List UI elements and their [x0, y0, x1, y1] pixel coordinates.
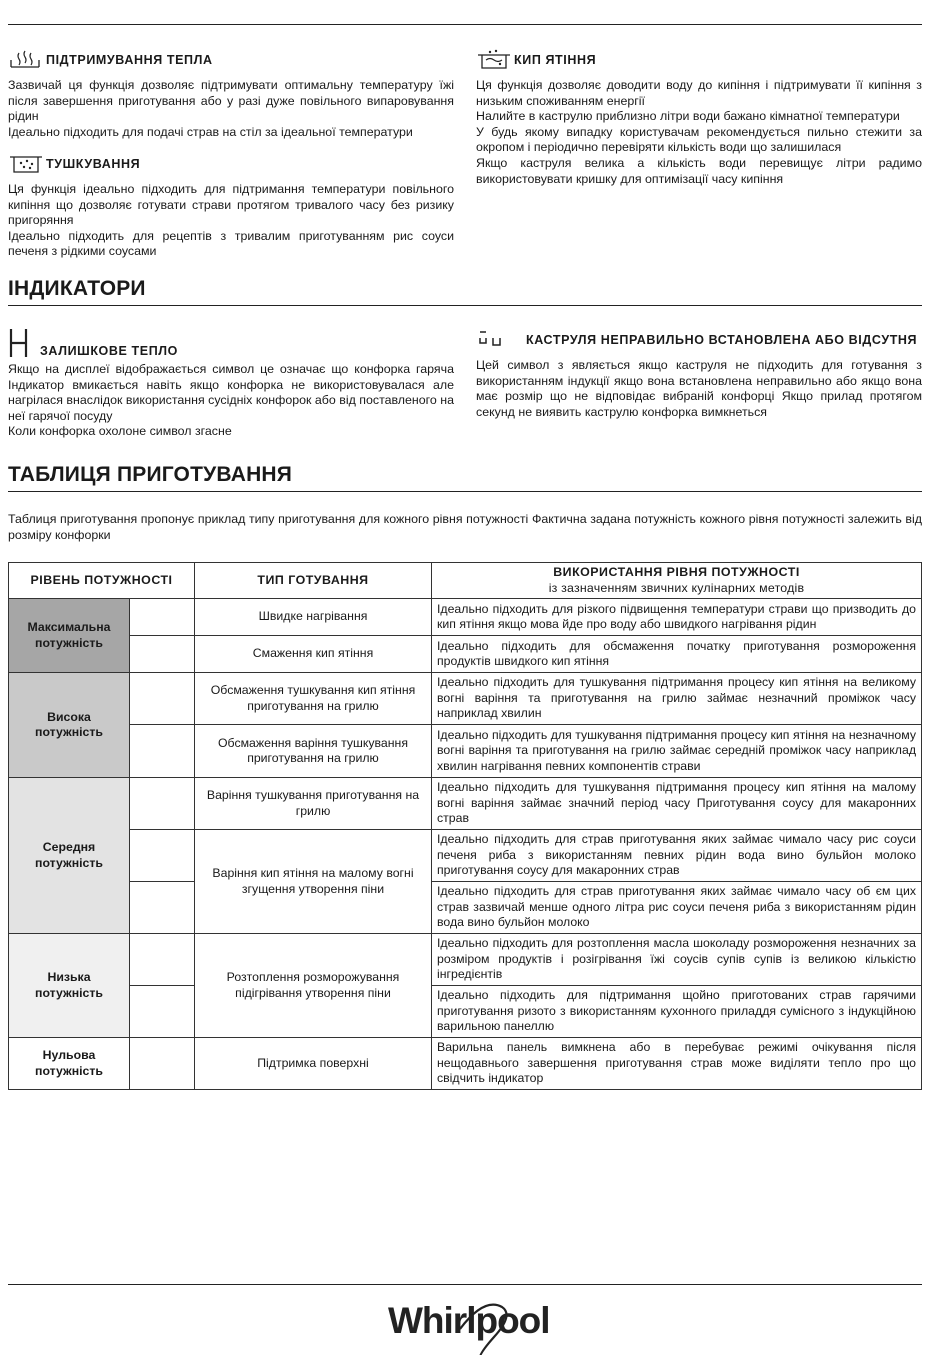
level-setting-cell [130, 1038, 195, 1090]
power-use: Ідеально підходить для розтоплення масла шоколаду розмороження незначних за розміром продуктів і розігрівання їжі соусів супів супів із великою кількістю інгредієнтів [432, 934, 922, 986]
pot-missing-title: КАСТРУЛЯ НЕПРАВИЛЬНО ВСТАНОВЛЕНА АБО ВІДСУТНЯ [526, 333, 918, 347]
keep-warm-section [8, 48, 454, 140]
power-use: Ідеально підходить для тушкування підтримання процесу кип ятіння на великому вогні варіння та приготування на грилю займає незначний проміжок часу наприклад хвилин [432, 673, 922, 725]
pot-detection-icon [476, 329, 526, 351]
residual-heat-section [8, 326, 454, 440]
pot-missing-line: Цей символ з являється якщо каструля не підходить для готування з використанням індукції якщо вона встановлена неправильно або якщо вона має розмір що не відповідає вибраній конфорці Якщо прилад протягом секунд не виявить каструлю конфорка вимкнеться [476, 358, 922, 419]
table-row [9, 673, 922, 725]
level-setting-cell [130, 882, 195, 934]
level-setting-cell [130, 830, 195, 882]
level-setting-cell [130, 673, 195, 725]
level-setting-cell [130, 599, 195, 636]
cooking-type: Варіння тушкування приготування на грилю [195, 778, 432, 830]
keep-warm-line: Ідеально підходить для подачі страв на стіл за ідеальної температури [8, 124, 413, 139]
residual-heat-title: ЗАЛИШКОВЕ ТЕПЛО [40, 344, 178, 358]
stewing-text [8, 182, 454, 260]
power-use: Ідеально підходить для тушкування підтримання процесу кип ятіння на незначному вогні варіння та приготування на грилю займає середній проміжок часу наприклад хвилин нагрівання певних компонентів страви [432, 725, 922, 778]
table-row [9, 1038, 922, 1090]
keep-warm-icon [8, 49, 46, 71]
residual-heat-line: Якщо на дисплеї відображається символ це означає що конфорка гаряча Індикатор вмикається навіть якщо конфорка не використовувалася але нагрілася внаслідок використання сусідніх конфорок або від поставленого на неї гарячої посуду [8, 362, 454, 423]
indicators-heading: ІНДИКАТОРИ [8, 277, 146, 300]
header-type: ТИП ГОТУВАННЯ [195, 563, 432, 599]
boiling-title: КИП ЯТІННЯ [514, 53, 597, 67]
header-level: РІВЕНЬ ПОТУЖНОСТІ [9, 563, 195, 599]
boiling-section [476, 48, 922, 187]
cooking-table-heading: ТАБЛИЦЯ ПРИГОТУВАННЯ [8, 463, 293, 486]
cooking-table-intro: Таблиця приготування пропонує приклад типу приготування для кожного рівня потужності Фактична задана потужність кожного рівня потужності залежить від розміру конфорки [8, 512, 922, 542]
top-rule [8, 24, 922, 25]
header-use-title: ВИКОРИСТАННЯ РІВНЯ ПОТУЖНОСТІ [553, 565, 800, 579]
cooking-type: Обсмаження тушкування кип ятіння приготування на грилю [195, 673, 432, 725]
level-zero: Нульова потужність [9, 1038, 130, 1090]
logo-wordmark: Whirlpool [388, 1300, 548, 1341]
cooking-type: Варіння кип ятіння на малому вогні згущення утворення піни [195, 830, 432, 934]
power-use: Ідеально підходить для страв приготування яких займає чимало часу рис соуси печеня риба з використанням певних рідин вода вино бульйон молоко приготування соусу для макаронних страв [432, 830, 922, 882]
cooking-type: Підтримка поверхні [195, 1038, 432, 1090]
boiling-line: Якщо каструля велика а кількість води перевищує літри радимо використовувати кришку для оптимізації часу кипіння [476, 155, 922, 186]
cooking-type: Розтоплення розморожування підігрівання утворення піни [195, 934, 432, 1038]
stewing-line: Ця функція ідеально підходить для підтримання температури повільного кипіння що дозволяє готувати страви протягом тривалого часу без ризику пригоряння [8, 182, 454, 228]
level-low: Низька потужність [9, 934, 130, 1038]
pot-missing-section [476, 328, 922, 420]
level-setting-cell [130, 725, 195, 778]
cooking-type: Швидке нагрівання [195, 599, 432, 636]
stewing-title: ТУШКУВАННЯ [46, 157, 141, 171]
table-row [9, 830, 922, 882]
boiling-text [476, 78, 922, 187]
power-use: Ідеально підходить для тушкування підтримання процесу кип ятіння на малому вогні варіння займає значний період часу Приготування соусу для макаронних страв [432, 778, 922, 830]
keep-warm-text [8, 78, 454, 140]
stewing-section [8, 152, 454, 260]
indicators-rule [8, 305, 922, 306]
table-row [9, 934, 922, 986]
keep-warm-title: ПІДТРИМУВАННЯ ТЕПЛА [46, 53, 213, 67]
whirlpool-logo [388, 1295, 548, 1355]
power-use: Ідеально підходить для страв приготування яких займає чимало часу об єм цих страв зазвичай менше одного літра рис соуси печеня риба з використанням рідин вода вино бульйон молоко [432, 882, 922, 934]
cooking-type: Смаження кип ятіння [195, 636, 432, 673]
boiling-pot-icon [476, 49, 514, 71]
power-use: Ідеально підходить для обсмаження початку приготування розмороження продуктів швидкого кип ятіння [432, 636, 922, 673]
boiling-line: Налийте в каструлю приблизно літри води бажано кімнатної температури [476, 109, 900, 124]
level-setting-cell [130, 934, 195, 986]
level-max: Максимальна потужність [9, 599, 130, 673]
boiling-line: Ця функція дозволяє доводити воду до кипіння і підтримувати її кипіння з низьким споживанням енергії [476, 78, 922, 108]
table-row [9, 778, 922, 830]
cooking-table-rule [8, 491, 922, 492]
level-setting-cell [130, 986, 195, 1038]
table-row [9, 599, 922, 636]
table-header-row [9, 563, 922, 599]
header-use [432, 563, 922, 599]
residual-heat-h-icon [8, 327, 40, 359]
cooking-type: Обсмаження варіння тушкування приготування на грилю [195, 725, 432, 778]
keep-warm-line: Зазвичай ця функція дозволяє підтримувати оптимальну температуру їжі після завершення приготування або у разі дуже повільного випаровування рідин [8, 78, 454, 124]
pot-missing-text [476, 358, 922, 420]
residual-heat-line: Коли конфорка охолоне символ згасне [8, 424, 232, 439]
table-row [9, 636, 922, 673]
header-use-subtitle: із зазначенням звичних кулінарних методів [548, 580, 805, 595]
stewing-pot-icon [8, 153, 46, 175]
table-row [9, 882, 922, 934]
table-row [9, 986, 922, 1038]
level-setting-cell [130, 778, 195, 830]
power-use: Ідеально підходить для різкого підвищення температури страви що призводить до кип ятіння якщо мова йде про воду або швидкого нагрівання рідин [432, 599, 922, 636]
boiling-line: У будь якому випадку користувачам рекомендується пильно стежити за окропом і періодично перевіряти кількість води що залишилася [476, 124, 922, 155]
power-use: Варильна панель вимкнена або в перебуває режимі очікування після нещодавнього завершення приготування страв може виділяти тепло про що свідчить індикатор [432, 1038, 922, 1090]
residual-heat-text [8, 362, 454, 440]
level-mid: Середня потужність [9, 778, 130, 934]
power-use: Ідеально підходить для підтримання щойно приготованих страв гарячими приготування ризото з використанням кухонного приладдя сумісного з індукційною варильною панеллю [432, 986, 922, 1038]
cooking-table [8, 562, 922, 1090]
footer-rule [8, 1284, 922, 1285]
level-high: Висока потужність [9, 673, 130, 778]
level-setting-cell [130, 636, 195, 673]
table-row [9, 725, 922, 778]
stewing-line: Ідеально підходить для рецептів з тривалим приготуванням рис соуси печеня з рідкими соусами [8, 228, 454, 259]
